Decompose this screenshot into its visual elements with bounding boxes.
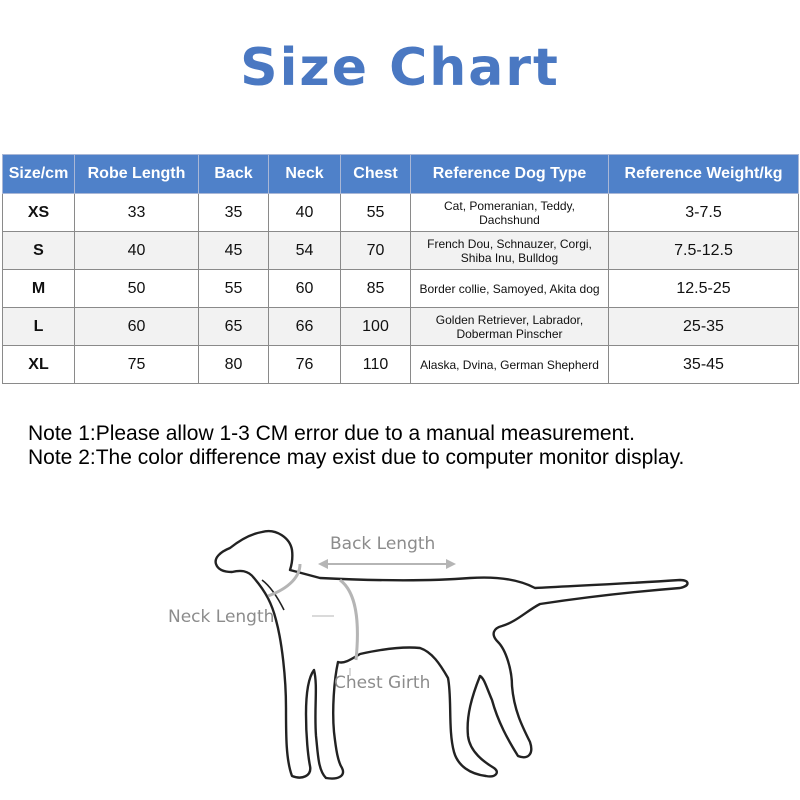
table-header-row: [3, 155, 799, 194]
arrow-left-icon: [318, 559, 328, 569]
dog-type-cell: Golden Retriever, Labrador, Doberman Pinscher: [411, 308, 609, 346]
page-title: Size Chart: [240, 38, 560, 98]
chest-cell: 55: [341, 194, 411, 232]
column-header-robe-length: Robe Length: [75, 155, 199, 194]
robe-length-cell: 60: [75, 308, 199, 346]
column-header-chest: Chest: [341, 155, 411, 194]
chest-measure-line-icon: [340, 580, 357, 660]
chest-cell: 110: [341, 346, 411, 384]
dog-type-cell: French Dou, Schnauzer, Corgi, Shiba Inu, Bulldog: [411, 232, 609, 270]
size-cell: S: [3, 232, 75, 270]
weight-cell: 3-7.5: [609, 194, 799, 232]
size-table: [2, 154, 799, 384]
robe-length-cell: 40: [75, 232, 199, 270]
neck-length-label: Neck Length: [168, 607, 275, 627]
dog-measurement-diagram: [0, 500, 800, 800]
chest-cell: 85: [341, 270, 411, 308]
back-cell: 80: [199, 346, 269, 384]
back-cell: 65: [199, 308, 269, 346]
dog-type-cell: Cat, Pomeranian, Teddy, Dachshund: [411, 194, 609, 232]
note-1: Note 1:Please allow 1-3 CM error due to a manual measurement.: [28, 422, 635, 445]
arrow-right-icon: [446, 559, 456, 569]
table-row: [3, 232, 799, 270]
robe-length-cell: 50: [75, 270, 199, 308]
back-length-label: Back Length: [330, 534, 436, 554]
table-row: [3, 346, 799, 384]
column-header-weight: Reference Weight/kg: [609, 155, 799, 194]
dog-outline-icon: [216, 531, 688, 778]
table-row: [3, 270, 799, 308]
neck-cell: 76: [269, 346, 341, 384]
weight-cell: 7.5-12.5: [609, 232, 799, 270]
weight-cell: 35-45: [609, 346, 799, 384]
size-cell: XS: [3, 194, 75, 232]
column-header-dog-type: Reference Dog Type: [411, 155, 609, 194]
neck-cell: 66: [269, 308, 341, 346]
robe-length-cell: 33: [75, 194, 199, 232]
weight-cell: 12.5-25: [609, 270, 799, 308]
weight-cell: 25-35: [609, 308, 799, 346]
note-2: Note 2:The color difference may exist due to computer monitor display.: [28, 446, 685, 469]
table-row: [3, 308, 799, 346]
notes: [28, 422, 798, 470]
size-cell: M: [3, 270, 75, 308]
dog-type-cell: Border collie, Samoyed, Akita dog: [411, 270, 609, 308]
table-row: [3, 194, 799, 232]
back-cell: 45: [199, 232, 269, 270]
chest-girth-label: Chest Girth: [334, 673, 431, 693]
column-header-neck: Neck: [269, 155, 341, 194]
column-header-back: Back: [199, 155, 269, 194]
chest-cell: 100: [341, 308, 411, 346]
column-header-size: Size/cm: [3, 155, 75, 194]
size-cell: XL: [3, 346, 75, 384]
neck-cell: 60: [269, 270, 341, 308]
back-cell: 55: [199, 270, 269, 308]
neck-cell: 40: [269, 194, 341, 232]
chest-cell: 70: [341, 232, 411, 270]
robe-length-cell: 75: [75, 346, 199, 384]
size-cell: L: [3, 308, 75, 346]
dog-type-cell: Alaska, Dvina, German Shepherd: [411, 346, 609, 384]
back-cell: 35: [199, 194, 269, 232]
neck-cell: 54: [269, 232, 341, 270]
